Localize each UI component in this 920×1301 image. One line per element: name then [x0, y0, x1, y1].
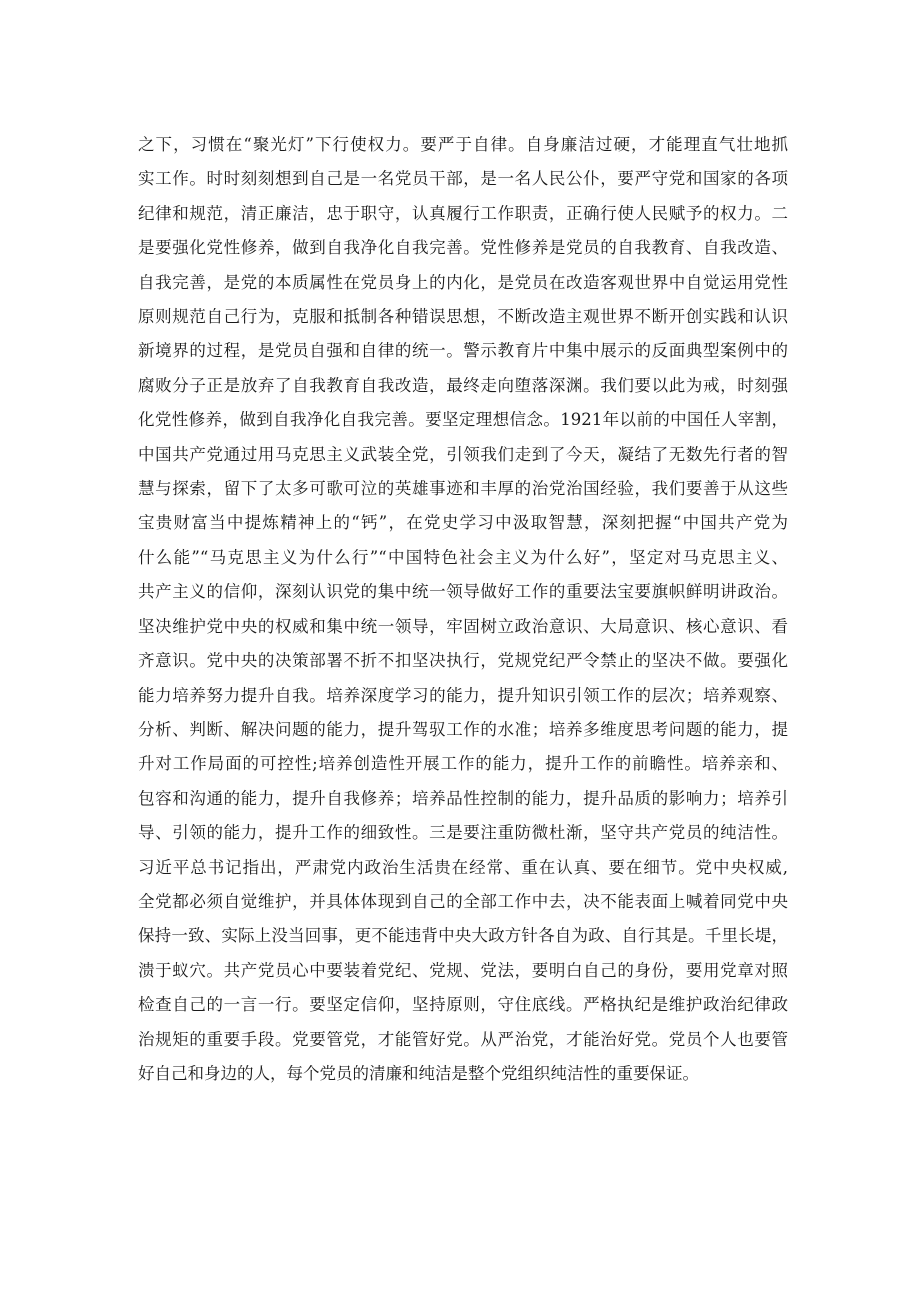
- text-line-24: 保持一致、实际上没当回事，更不能违背中央大政方针各自为政、自行其是。千里长堤，: [138, 926, 788, 946]
- text-line-10: 中国共产党通过用马克思主义武装全党，引领我们走到了今天，凝结了无数先行者的智: [138, 444, 788, 464]
- text-line-2: 实工作。时时刻刻想到自己是一名党员干部，是一名人民公仆，要严守党和国家的各项: [138, 169, 788, 189]
- text-line-6: 原则规范自己行为，克服和抵制各种错误思想，不断改造主观世界不断开创实践和认识: [138, 307, 788, 327]
- text-line-20: 包容和沟通的能力，提升自我修养；培养品性控制的能力，提升品质的影响力；培养引: [138, 788, 788, 808]
- text-line-1: 之下，习惯在“聚光灯”下行使权力。要严于自律。自身廉洁过硬，才能理直气壮地抓: [138, 135, 788, 154]
- text-line-17: 能力培养努力提升自我。培养深度学习的能力，提升知识引领工作的层次；培养观察、: [138, 685, 788, 705]
- text-line-11: 慧与探索，留下了太多可歌可泣的英雄事迹和丰厚的治党治国经验，我们要善于从这些: [138, 479, 788, 499]
- text-line-16: 齐意识。党中央的决策部署不折不扣坚决执行，党规党纪严令禁止的坚决不做。要强化: [138, 651, 788, 671]
- text-line-22: 习近平总书记指出，严肃党内政治生活贵在经常、重在认真、要在细节。党中央权威,: [138, 857, 788, 877]
- text-line-4: 是要强化党性修养，做到自我净化自我完善。党性修养是党员的自我教育、自我改造、: [138, 238, 788, 258]
- text-line-15: 坚决维护党中央的权威和集中统一领导，牢固树立政治意识、大局意识、核心意识、看: [138, 616, 788, 636]
- text-line-19: 升对工作局面的可控性;培养创造性开展工作的能力，提升工作的前瞻性。培养亲和、: [138, 754, 788, 774]
- text-line-9: 化党性修养，做到自我净化自我完善。要坚定理想信念。1921年以前的中国任人宰割，: [138, 410, 788, 430]
- body-paragraph: [138, 128, 788, 1091]
- text-line-23: 全党都必须自觉维护，并具体体现到自己的全部工作中去，决不能表面上喊着同党中央: [138, 891, 788, 911]
- text-line-8: 腐败分子正是放弃了自我教育自我改造，最终走向堕落深渊。我们要以此为戒，时刻强: [138, 375, 788, 395]
- text-line-25: 溃于蚁穴。共产党员心中要装着党纪、党规、党法，要明白自己的身份，要用党章对照: [138, 960, 788, 980]
- text-line-28: 好自己和身边的人，每个党员的清廉和纯洁是整个党组织纯洁性的重要保证。: [138, 1063, 699, 1083]
- text-line-26: 检查自己的一言一行。要坚定信仰，坚持原则，守住底线。严格执纪是维护政治纪律政: [138, 995, 788, 1015]
- text-line-12: 宝贵财富当中提炼精神上的“钙”，在党史学习中汲取智慧，深刻把握“中国共产党为: [138, 513, 788, 533]
- text-line-21: 导、引领的能力，提升工作的细致性。三是要注重防微杜渐，坚守共产党员的纯洁性。: [138, 823, 788, 843]
- text-line-7: 新境界的过程，是党员自强和自律的统一。警示教育片中集中展示的反面典型案例中的: [138, 341, 788, 361]
- text-line-5: 自我完善，是党的本质属性在党员身上的内化，是党员在改造客观世界中自觉运用党性: [138, 272, 788, 292]
- text-line-13: 什么能”“马克思主义为什么行”“中国特色社会主义为什么好”，坚定对马克思主义、: [138, 547, 788, 567]
- text-line-14: 共产主义的信仰，深刻认识党的集中统一领导做好工作的重要法宝要旗帜鲜明讲政治。: [138, 582, 788, 602]
- text-line-27: 治规矩的重要手段。党要管党，才能管好党。从严治党，才能治好党。党员个人也要管: [138, 1029, 788, 1049]
- text-line-3: 纪律和规范，清正廉洁，忠于职守，认真履行工作职责，正确行使人民赋予的权力。二: [138, 203, 788, 223]
- text-line-18: 分析、判断、解决问题的能力，提升驾驭工作的水准；培养多维度思考问题的能力，提: [138, 719, 788, 739]
